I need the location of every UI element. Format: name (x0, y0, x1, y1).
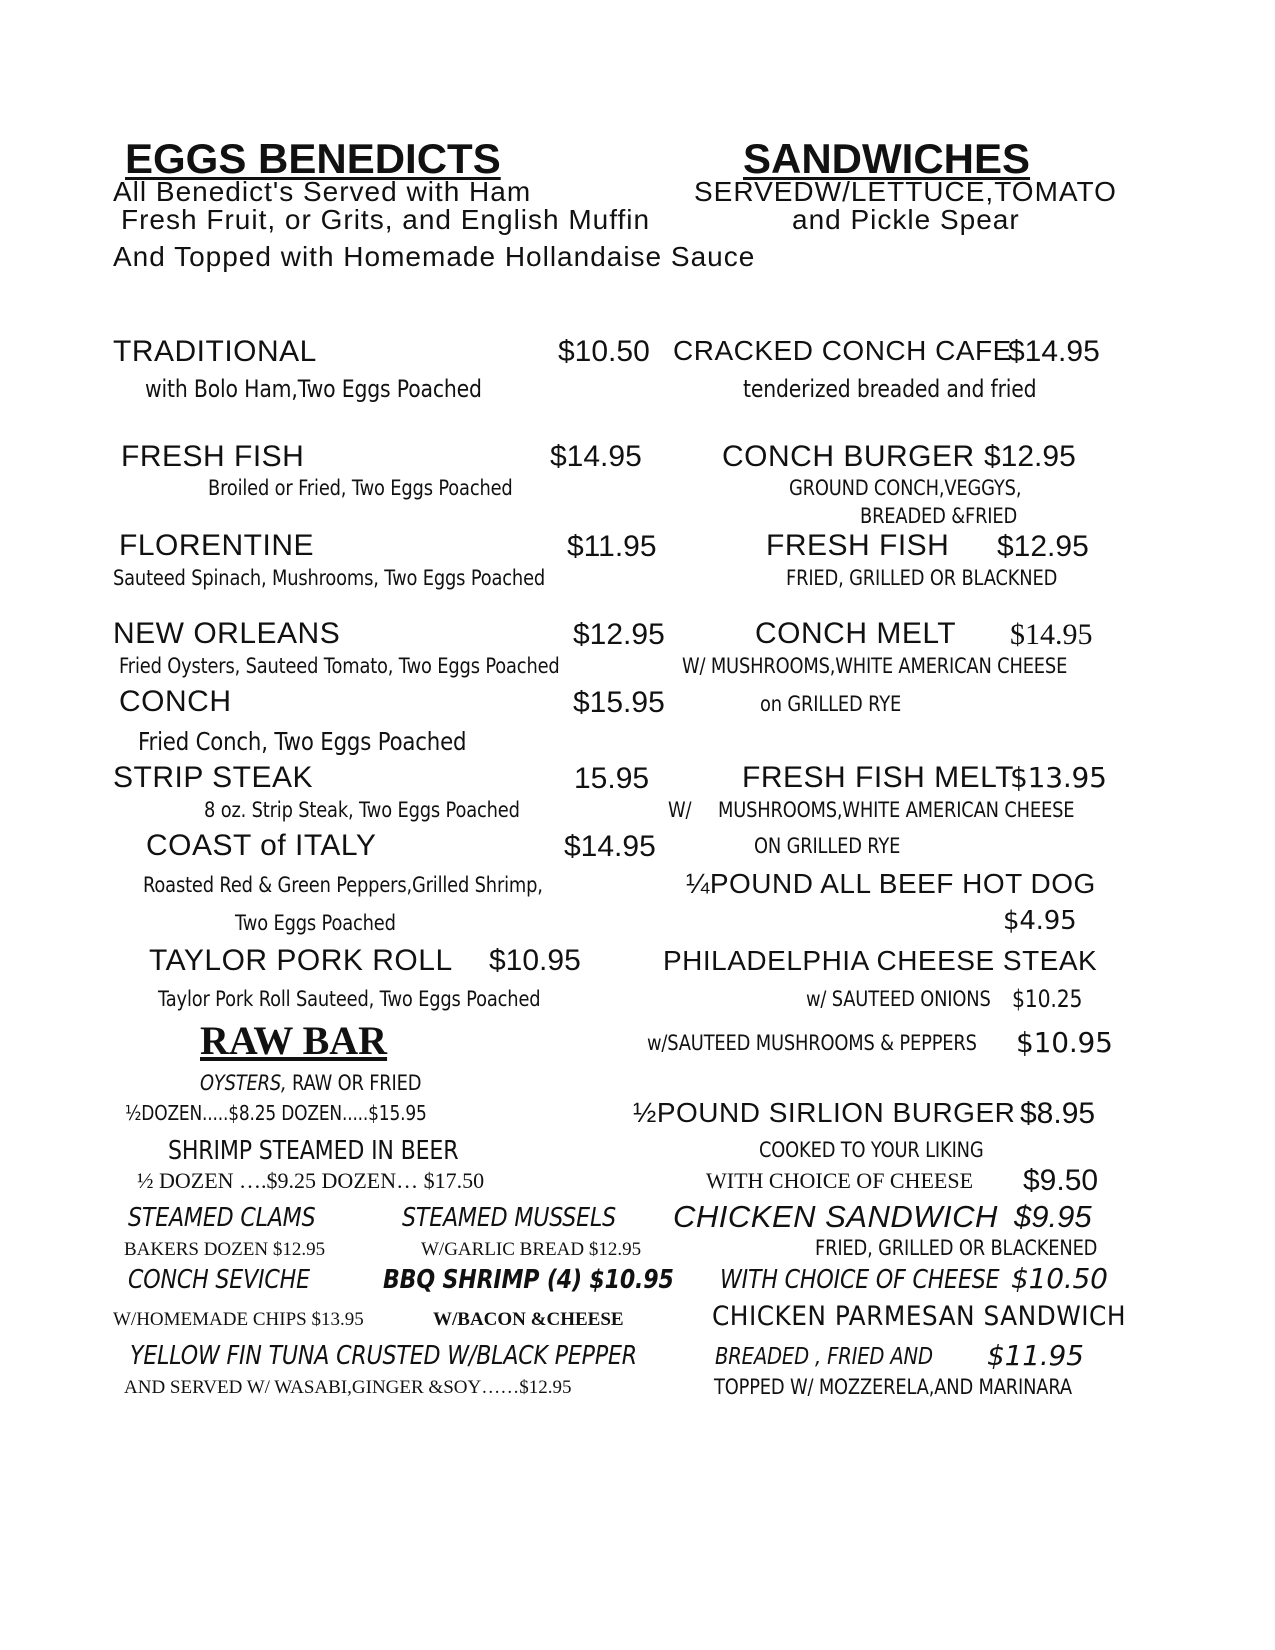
sandwiches-heading: SANDWICHES (743, 135, 1031, 182)
sandwich-name: CONCH MELT (755, 617, 957, 650)
benedict-name: FRESH FISH (121, 440, 305, 473)
raw-bar-tuna: YELLOW FIN TUNA CRUSTED W/BLACK PEPPER (130, 1341, 637, 1371)
benedict-price: $12.95 (573, 618, 665, 651)
sandwich-option: w/SAUTEED MUSHROOMS & PEPPERS (647, 1031, 977, 1055)
raw-bar-heading: RAW BAR (200, 1018, 388, 1063)
benedict-desc: Sauteed Spinach, Mushrooms, Two Eggs Poached (113, 566, 546, 590)
sandwich-name: CHICKEN PARMESAN SANDWICH (712, 1301, 1126, 1332)
sandwich-desc-line-2: WITH CHOICE OF CHEESE (706, 1168, 974, 1193)
sandwich-name: CRACKED CONCH CAFE (673, 335, 1012, 366)
benedicts-intro-line-2: Fresh Fruit, or Grits, and English Muffin (121, 204, 651, 235)
raw-bar-clams: STEAMED CLAMS (128, 1203, 316, 1233)
sandwich-desc-line-2: WITH CHOICE OF CHEESE (720, 1265, 1000, 1295)
sandwich-desc-line-2: BREADED &FRIED (860, 504, 1018, 528)
benedict-name: NEW ORLEANS (113, 617, 341, 650)
sandwich-price: $9.95 (1014, 1199, 1092, 1234)
raw-bar-mussels-price: W/GARLIC BREAD $12.95 (421, 1239, 642, 1260)
sandwich-desc-line-2: ON GRILLED RYE (754, 834, 901, 858)
benedict-price: 15.95 (574, 762, 650, 795)
benedict-price: $14.95 (550, 440, 642, 473)
sandwich-desc: COOKED TO YOUR LIKING (759, 1138, 984, 1162)
sandwich-desc-prefix: W/ (668, 798, 692, 822)
sandwich-name: ½POUND SIRLION BURGER (633, 1097, 1016, 1128)
sandwich-price: $8.95 (1020, 1097, 1096, 1130)
sandwich-desc: tenderized breaded and fried (743, 375, 1037, 403)
raw-bar-ceviche: CONCH SEVICHE (128, 1265, 310, 1295)
sandwich-price-2: $10.50 (1011, 1262, 1108, 1295)
benedict-name: TAYLOR PORK ROLL (149, 944, 453, 977)
sandwich-price-2: $9.50 (1023, 1164, 1099, 1197)
sandwich-name: CHICKEN SANDWICH (673, 1199, 998, 1234)
sandwich-option: w/ SAUTEED ONIONS (806, 987, 991, 1011)
sandwich-desc-line-2: on GRILLED RYE (760, 692, 902, 716)
benedict-desc: Roasted Red & Green Peppers,Grilled Shrimp, (143, 873, 543, 897)
sandwich-name: FRESH FISH MELT (742, 761, 1014, 794)
benedicts-intro-line-1: All Benedict's Served with Ham (113, 176, 532, 207)
benedicts-intro-line-3: And Topped with Homemade Hollandaise Sauce (113, 241, 756, 272)
benedict-desc: Taylor Pork Roll Sauteed, Two Eggs Poached (158, 987, 541, 1011)
raw-bar-oysters-label: OYSTERS, (200, 1071, 287, 1095)
sandwich-desc-line-2: TOPPED W/ MOZZERELA,AND MARINARA (714, 1375, 1072, 1399)
sandwich-option-price: $10.25 (1012, 985, 1083, 1013)
raw-bar-tuna-desc: AND SERVED W/ WASABI,GINGER &SOY……$12.95 (124, 1377, 572, 1398)
benedict-name: TRADITIONAL (113, 335, 317, 368)
benedict-price: $15.95 (573, 686, 665, 719)
benedict-desc: Broiled or Fried, Two Eggs Poached (208, 476, 513, 500)
raw-bar-ceviche-price: W/HOMEMADE CHIPS $13.95 (113, 1309, 364, 1330)
raw-bar-oysters-rest: RAW OR FRIED (286, 1071, 422, 1095)
sandwich-desc: FRIED, GRILLED OR BLACKNED (786, 566, 1058, 590)
sandwich-desc: MUSHROOMS,WHITE AMERICAN CHEESE (718, 798, 1075, 822)
sandwich-desc: FRIED, GRILLED OR BLACKENED (815, 1236, 1098, 1260)
sandwich-price: $13.95 (1010, 761, 1107, 794)
sandwich-name: PHILADELPHIA CHEESE STEAK (663, 945, 1098, 976)
benedict-desc: Fried Conch, Two Eggs Poached (138, 727, 467, 756)
benedict-name: STRIP STEAK (113, 761, 314, 794)
sandwich-name: CONCH BURGER (722, 440, 975, 473)
benedict-desc: with Bolo Ham,Two Eggs Poached (145, 375, 482, 403)
benedict-name: CONCH (119, 685, 232, 718)
benedict-desc: 8 oz. Strip Steak, Two Eggs Poached (204, 798, 520, 822)
raw-bar-mussels: STEAMED MUSSELS (402, 1203, 616, 1233)
benedict-price: $11.95 (567, 530, 657, 563)
sandwiches-intro-line-2: and Pickle Spear (792, 204, 1020, 235)
benedict-desc-line-2: Two Eggs Poached (235, 911, 396, 935)
sandwich-name: ¼POUND ALL BEEF HOT DOG (686, 868, 1096, 899)
raw-bar-shrimp: SHRIMP STEAMED IN BEER (168, 1136, 459, 1166)
sandwich-desc: GROUND CONCH,VEGGYS, (789, 476, 1022, 500)
raw-bar-bbq-desc: W/BACON &CHEESE (433, 1309, 624, 1330)
sandwich-price: $12.95 (997, 530, 1089, 563)
raw-bar-shrimp-prices: ½ DOZEN ….$9.25 DOZEN… $17.50 (137, 1168, 485, 1193)
benedict-desc: Fried Oysters, Sauteed Tomato, Two Eggs Poached (119, 654, 560, 678)
sandwich-price: $12.95 (984, 440, 1076, 473)
sandwich-option-price: $10.95 (1016, 1026, 1113, 1059)
raw-bar-clams-price: BAKERS DOZEN $12.95 (124, 1239, 326, 1260)
benedict-price: $10.50 (558, 335, 650, 368)
benedict-price: $14.95 (564, 830, 656, 863)
eggs-benedicts-heading: EGGS BENEDICTS (125, 135, 501, 182)
benedict-price: $10.95 (489, 944, 581, 977)
sandwich-price: $14.95 (1008, 335, 1100, 368)
sandwich-name: FRESH FISH (766, 529, 950, 562)
sandwich-price: $4.95 (1003, 906, 1077, 936)
benedict-name: FLORENTINE (119, 529, 315, 562)
raw-bar-bbq-shrimp: BBQ SHRIMP (4) $10.95 (383, 1265, 674, 1295)
sandwich-desc: W/ MUSHROOMS,WHITE AMERICAN CHEESE (682, 654, 1068, 678)
sandwich-price: $14.95 (1010, 618, 1093, 651)
sandwich-price: $11.95 (987, 1339, 1084, 1372)
benedict-name: COAST of ITALY (146, 829, 377, 862)
raw-bar-oysters-prices: ½DOZEN.....$8.25 DOZEN.....$15.95 (125, 1101, 427, 1125)
sandwiches-intro-line-1: SERVEDW/LETTUCE,TOMATO (694, 176, 1117, 207)
sandwich-desc: BREADED , FRIED AND (715, 1344, 933, 1370)
